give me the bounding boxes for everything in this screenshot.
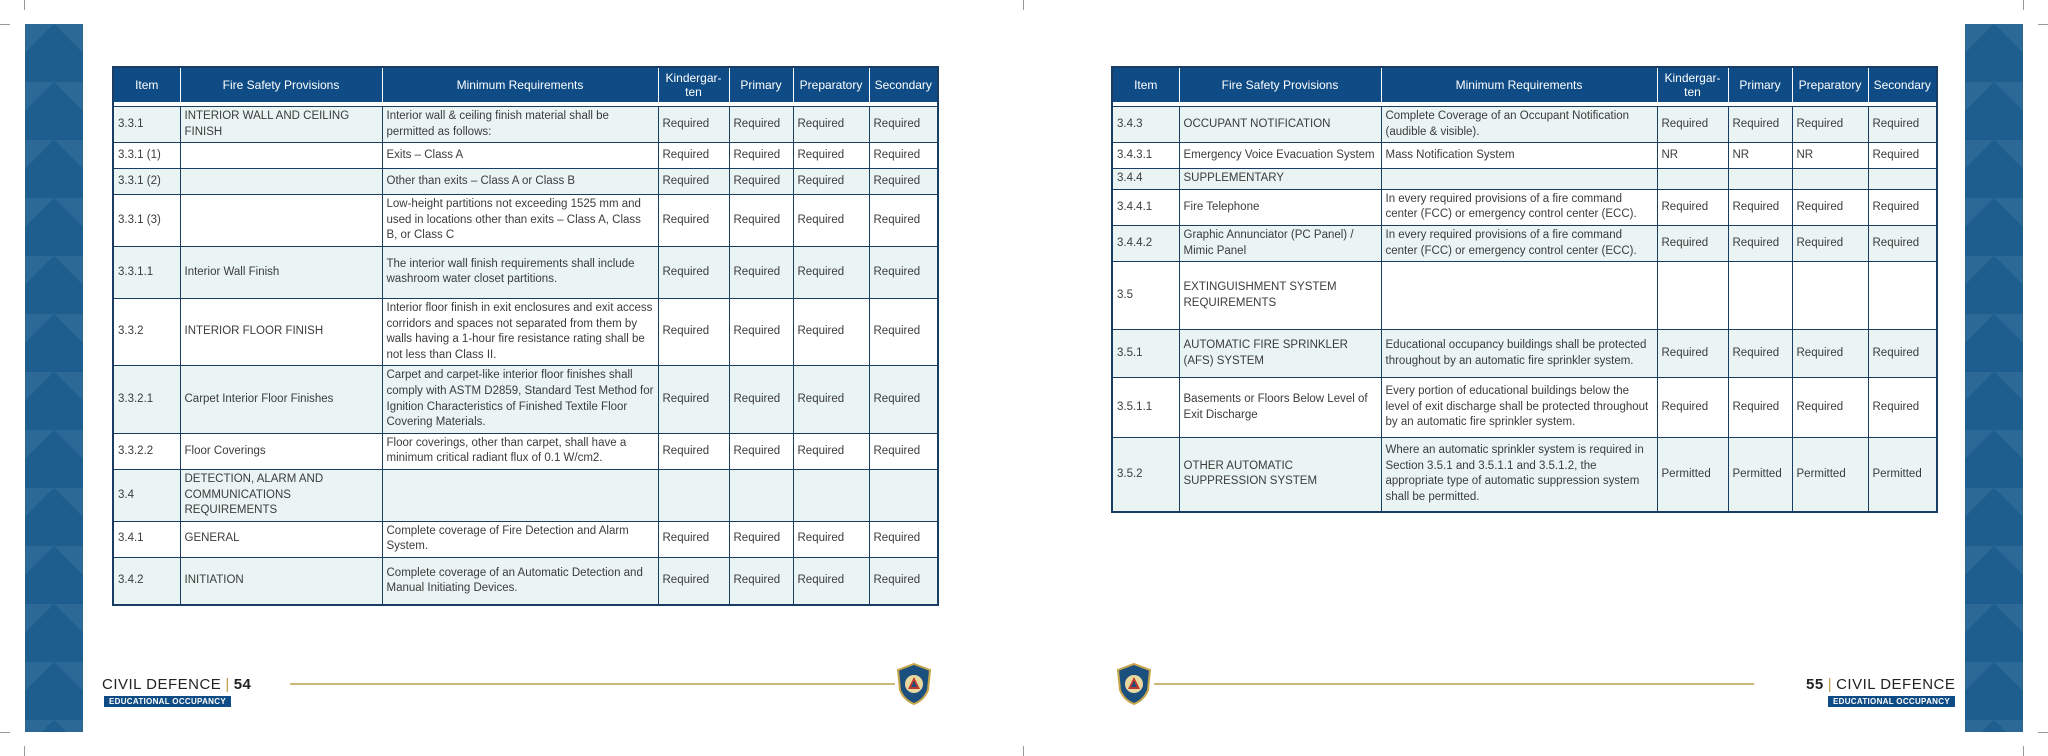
preparatory-cell: Required xyxy=(793,366,869,433)
provision-cell: INITIATION xyxy=(180,557,382,605)
preparatory-cell: Required xyxy=(1792,189,1868,225)
item-cell: 3.4.3 xyxy=(1112,107,1179,143)
secondary-cell: Required xyxy=(869,169,938,195)
provision-cell: Fire Telephone xyxy=(1179,189,1381,225)
secondary-cell: Required xyxy=(869,246,938,298)
occupancy-badge: EDUCATIONAL OCCUPANCY xyxy=(1828,696,1955,707)
kindergarten-cell: NR xyxy=(1657,143,1728,169)
provision-cell: Floor Coverings xyxy=(180,433,382,469)
table-row xyxy=(1112,330,1937,378)
provision-cell: Interior Wall Finish xyxy=(180,246,382,298)
table-row xyxy=(1112,378,1937,438)
table-row xyxy=(113,107,938,143)
kindergarten-cell: Required xyxy=(1657,378,1728,438)
table-header-row xyxy=(113,67,938,103)
brand-name: CIVIL DEFENCE xyxy=(102,676,222,693)
col-header-preparatory: Preparatory xyxy=(1792,67,1868,103)
requirement-cell: Interior wall & ceiling finish material shall be permitted as follows: xyxy=(382,107,658,143)
item-cell: 3.5 xyxy=(1112,262,1179,330)
page-number: 54 xyxy=(233,676,252,693)
item-cell: 3.5.1 xyxy=(1112,330,1179,378)
primary-cell: Required xyxy=(729,169,793,195)
kindergarten-cell: Required xyxy=(658,195,729,247)
primary-cell: Required xyxy=(729,521,793,557)
kindergarten-cell: Required xyxy=(658,521,729,557)
table-row xyxy=(1112,262,1937,330)
preparatory-cell: Required xyxy=(793,298,869,365)
table-row xyxy=(1112,189,1937,225)
secondary-cell: Required xyxy=(1868,378,1937,438)
primary-cell: Required xyxy=(1728,330,1792,378)
footer-rule-right xyxy=(1154,683,1754,685)
col-header-item: Item xyxy=(1112,67,1179,103)
requirement-cell: Educational occupancy buildings shall be protected throughout by an automatic fire sprinkler system. xyxy=(1381,330,1657,378)
primary-cell: Required xyxy=(729,557,793,605)
primary-cell: Required xyxy=(729,433,793,469)
table-row xyxy=(1112,225,1937,261)
table-row xyxy=(113,246,938,298)
provision-cell: EXTINGUISHMENT SYSTEM REQUIREMENTS xyxy=(1179,262,1381,330)
kindergarten-cell: Required xyxy=(1657,330,1728,378)
kindergarten-cell xyxy=(658,469,729,521)
preparatory-cell xyxy=(1792,169,1868,190)
secondary-cell: Required xyxy=(869,557,938,605)
col-header-primary: Primary xyxy=(1728,67,1792,103)
provision-cell: Emergency Voice Evacuation System xyxy=(1179,143,1381,169)
brand-name: CIVIL DEFENCE xyxy=(1836,676,1956,693)
primary-cell: NR xyxy=(1728,143,1792,169)
kindergarten-cell: Required xyxy=(658,557,729,605)
secondary-cell: Required xyxy=(869,107,938,143)
primary-cell: Permitted xyxy=(1728,438,1792,512)
kindergarten-cell: Required xyxy=(658,169,729,195)
provision-cell: SUPPLEMENTARY xyxy=(1179,169,1381,190)
item-cell: 3.3.2.2 xyxy=(113,433,180,469)
footer-rule-left xyxy=(290,683,895,685)
item-cell: 3.5.1.1 xyxy=(1112,378,1179,438)
primary-cell: Required xyxy=(729,107,793,143)
item-cell: 3.5.2 xyxy=(1112,438,1179,512)
table-header-row xyxy=(1112,67,1937,103)
secondary-cell: Required xyxy=(1868,107,1937,143)
primary-cell: Required xyxy=(729,195,793,247)
requirement-cell: Complete Coverage of an Occupant Notification (audible & visible). xyxy=(1381,107,1657,143)
preparatory-cell: Required xyxy=(793,169,869,195)
kindergarten-cell xyxy=(1657,169,1728,190)
table-row xyxy=(113,469,938,521)
item-cell: 3.4.1 xyxy=(113,521,180,557)
item-cell: 3.4.3.1 xyxy=(1112,143,1179,169)
kindergarten-cell: Required xyxy=(658,107,729,143)
table-row xyxy=(113,557,938,605)
secondary-cell: Required xyxy=(869,195,938,247)
civil-defence-emblem-icon xyxy=(894,662,934,706)
preparatory-cell: Required xyxy=(793,433,869,469)
col-header-provisions: Fire Safety Provisions xyxy=(1179,67,1381,103)
item-cell: 3.4.4.1 xyxy=(1112,189,1179,225)
kindergarten-cell: Required xyxy=(658,246,729,298)
civil-defence-emblem-icon xyxy=(1114,662,1154,706)
col-header-preparatory: Preparatory xyxy=(793,67,869,103)
item-cell: 3.4.2 xyxy=(113,557,180,605)
secondary-cell: Required xyxy=(1868,330,1937,378)
preparatory-cell: Required xyxy=(793,107,869,143)
item-cell: 3.4.4 xyxy=(1112,169,1179,190)
table-row xyxy=(113,169,938,195)
table-row xyxy=(113,433,938,469)
requirement-cell xyxy=(1381,262,1657,330)
secondary-cell xyxy=(869,469,938,521)
primary-cell: Required xyxy=(1728,107,1792,143)
table-row xyxy=(113,366,938,433)
col-header-requirements: Minimum Requirements xyxy=(1381,67,1657,103)
provision-cell xyxy=(180,169,382,195)
provision-cell: OTHER AUTOMATIC SUPPRESSION SYSTEM xyxy=(1179,438,1381,512)
requirement-cell: Low-height partitions not exceeding 1525 mm and used in locations other than exits – Class A, Class B, or Class C xyxy=(382,195,658,247)
item-cell: 3.3.2.1 xyxy=(113,366,180,433)
preparatory-cell xyxy=(1792,262,1868,330)
item-cell: 3.3.1 (3) xyxy=(113,195,180,247)
preparatory-cell xyxy=(793,469,869,521)
preparatory-cell: Required xyxy=(1792,225,1868,261)
crop-mark xyxy=(2023,746,2024,756)
primary-cell: Required xyxy=(1728,225,1792,261)
kindergarten-cell: Required xyxy=(1657,225,1728,261)
preparatory-cell: Required xyxy=(793,557,869,605)
primary-cell xyxy=(1728,169,1792,190)
primary-cell: Required xyxy=(729,143,793,169)
crop-mark xyxy=(0,24,10,25)
requirement-cell: Complete coverage of Fire Detection and Alarm System. xyxy=(382,521,658,557)
requirement-cell: Mass Notification System xyxy=(1381,143,1657,169)
item-cell: 3.3.1 (2) xyxy=(113,169,180,195)
crop-mark xyxy=(24,746,25,756)
secondary-cell: Required xyxy=(1868,189,1937,225)
kindergarten-cell: Required xyxy=(658,298,729,365)
col-header-item: Item xyxy=(113,67,180,103)
requirement-cell: The interior wall finish requirements shall include washroom water closet partitions. xyxy=(382,246,658,298)
table-row xyxy=(113,143,938,169)
col-header-requirements: Minimum Requirements xyxy=(382,67,658,103)
table-row xyxy=(1112,107,1937,143)
primary-cell: Required xyxy=(729,366,793,433)
provision-cell: OCCUPANT NOTIFICATION xyxy=(1179,107,1381,143)
provision-cell: AUTOMATIC FIRE SPRINKLER (AFS) SYSTEM xyxy=(1179,330,1381,378)
fire-safety-table-left xyxy=(112,66,939,606)
secondary-cell: Required xyxy=(869,433,938,469)
kindergarten-cell: Required xyxy=(658,143,729,169)
fire-safety-table-right xyxy=(1111,66,1938,513)
crop-mark xyxy=(2023,0,2024,10)
requirement-cell: Floor coverings, other than carpet, shall have a minimum critical radiant flux of 0.1 W/cm2. xyxy=(382,433,658,469)
preparatory-cell: Required xyxy=(793,195,869,247)
table-row xyxy=(113,521,938,557)
col-header-provisions: Fire Safety Provisions xyxy=(180,67,382,103)
preparatory-cell: Permitted xyxy=(1792,438,1868,512)
provision-cell: Graphic Annunciator (PC Panel) / Mimic Panel xyxy=(1179,225,1381,261)
preparatory-cell: Required xyxy=(1792,330,1868,378)
right-decorative-strip xyxy=(1965,24,2023,732)
kindergarten-cell: Required xyxy=(1657,189,1728,225)
secondary-cell: Required xyxy=(869,366,938,433)
table-row xyxy=(113,195,938,247)
col-header-secondary: Secondary xyxy=(1868,67,1937,103)
provision-cell: DETECTION, ALARM AND COMMUNICATIONS REQUIREMENTS xyxy=(180,469,382,521)
primary-cell: Required xyxy=(729,246,793,298)
item-cell: 3.3.1 (1) xyxy=(113,143,180,169)
provision-cell: Carpet Interior Floor Finishes xyxy=(180,366,382,433)
left-decorative-strip xyxy=(25,24,83,732)
requirement-cell: Every portion of educational buildings below the level of exit discharge shall be protected throughout by an automatic fire sprinkler system. xyxy=(1381,378,1657,438)
provision-cell xyxy=(180,143,382,169)
kindergarten-cell: Required xyxy=(658,433,729,469)
crop-mark xyxy=(1023,0,1024,10)
item-cell: 3.3.1 xyxy=(113,107,180,143)
item-cell: 3.4.4.2 xyxy=(1112,225,1179,261)
preparatory-cell: Required xyxy=(793,143,869,169)
requirement-cell xyxy=(1381,169,1657,190)
primary-cell xyxy=(1728,262,1792,330)
preparatory-cell: NR xyxy=(1792,143,1868,169)
kindergarten-cell xyxy=(1657,262,1728,330)
provision-cell: INTERIOR WALL AND CEILING FINISH xyxy=(180,107,382,143)
kindergarten-cell: Required xyxy=(658,366,729,433)
primary-cell: Required xyxy=(729,298,793,365)
col-header-kindergarten: Kindergar-ten xyxy=(1657,67,1728,103)
table-row xyxy=(1112,143,1937,169)
secondary-cell: Required xyxy=(869,521,938,557)
crop-mark xyxy=(0,732,10,733)
occupancy-badge: EDUCATIONAL OCCUPANCY xyxy=(104,696,231,707)
footer-brand-left xyxy=(102,676,251,693)
page-number: 55 xyxy=(1806,676,1824,693)
secondary-cell: Permitted xyxy=(1868,438,1937,512)
secondary-cell: Required xyxy=(1868,143,1937,169)
secondary-cell xyxy=(1868,262,1937,330)
requirement-cell: In every required provisions of a fire command center (FCC) or emergency control center (ECC). xyxy=(1381,189,1657,225)
table-row xyxy=(1112,438,1937,512)
secondary-cell: Required xyxy=(869,143,938,169)
crop-mark xyxy=(1023,746,1024,756)
secondary-cell xyxy=(1868,169,1937,190)
requirement-cell: Carpet and carpet-like interior floor finishes shall comply with ASTM D2859, Standard Test Method for Ignition Characteristics of Finished Textile Floor Covering Materials. xyxy=(382,366,658,433)
table-row xyxy=(113,298,938,365)
kindergarten-cell: Permitted xyxy=(1657,438,1728,512)
crop-mark xyxy=(2038,732,2048,733)
requirement-cell: Other than exits – Class A or Class B xyxy=(382,169,658,195)
col-header-secondary: Secondary xyxy=(869,67,938,103)
col-header-primary: Primary xyxy=(729,67,793,103)
preparatory-cell: Required xyxy=(1792,107,1868,143)
crop-mark xyxy=(2038,24,2048,25)
preparatory-cell: Required xyxy=(1792,378,1868,438)
item-cell: 3.4 xyxy=(113,469,180,521)
brand-separator: | xyxy=(1827,676,1833,693)
table-row xyxy=(1112,169,1937,190)
primary-cell: Required xyxy=(1728,189,1792,225)
requirement-cell: Where an automatic sprinkler system is required in Section 3.5.1 and 3.5.1.1 and 3.5.1.2, the appropriate type of automatic suppression system shall be permitted. xyxy=(1381,438,1657,512)
brand-separator: | xyxy=(225,676,230,693)
requirement-cell: In every required provisions of a fire command center (FCC) or emergency control center (ECC). xyxy=(1381,225,1657,261)
requirement-cell: Interior floor finish in exit enclosures and exit access corridors and spaces not separated from them by walls having a 1-hour fire resistance rating shall be not less than Class II. xyxy=(382,298,658,365)
kindergarten-cell: Required xyxy=(1657,107,1728,143)
requirement-cell: Complete coverage of an Automatic Detection and Manual Initiating Devices. xyxy=(382,557,658,605)
provision-cell: INTERIOR FLOOR FINISH xyxy=(180,298,382,365)
secondary-cell: Required xyxy=(1868,225,1937,261)
primary-cell xyxy=(729,469,793,521)
provision-cell: Basements or Floors Below Level of Exit Discharge xyxy=(1179,378,1381,438)
footer-brand-right xyxy=(1806,676,1955,693)
col-header-kindergarten: Kindergar-ten xyxy=(658,67,729,103)
item-cell: 3.3.1.1 xyxy=(113,246,180,298)
item-cell: 3.3.2 xyxy=(113,298,180,365)
requirement-cell xyxy=(382,469,658,521)
provision-cell: GENERAL xyxy=(180,521,382,557)
requirement-cell: Exits – Class A xyxy=(382,143,658,169)
preparatory-cell: Required xyxy=(793,521,869,557)
preparatory-cell: Required xyxy=(793,246,869,298)
crop-mark xyxy=(24,0,25,10)
provision-cell xyxy=(180,195,382,247)
secondary-cell: Required xyxy=(869,298,938,365)
primary-cell: Required xyxy=(1728,378,1792,438)
